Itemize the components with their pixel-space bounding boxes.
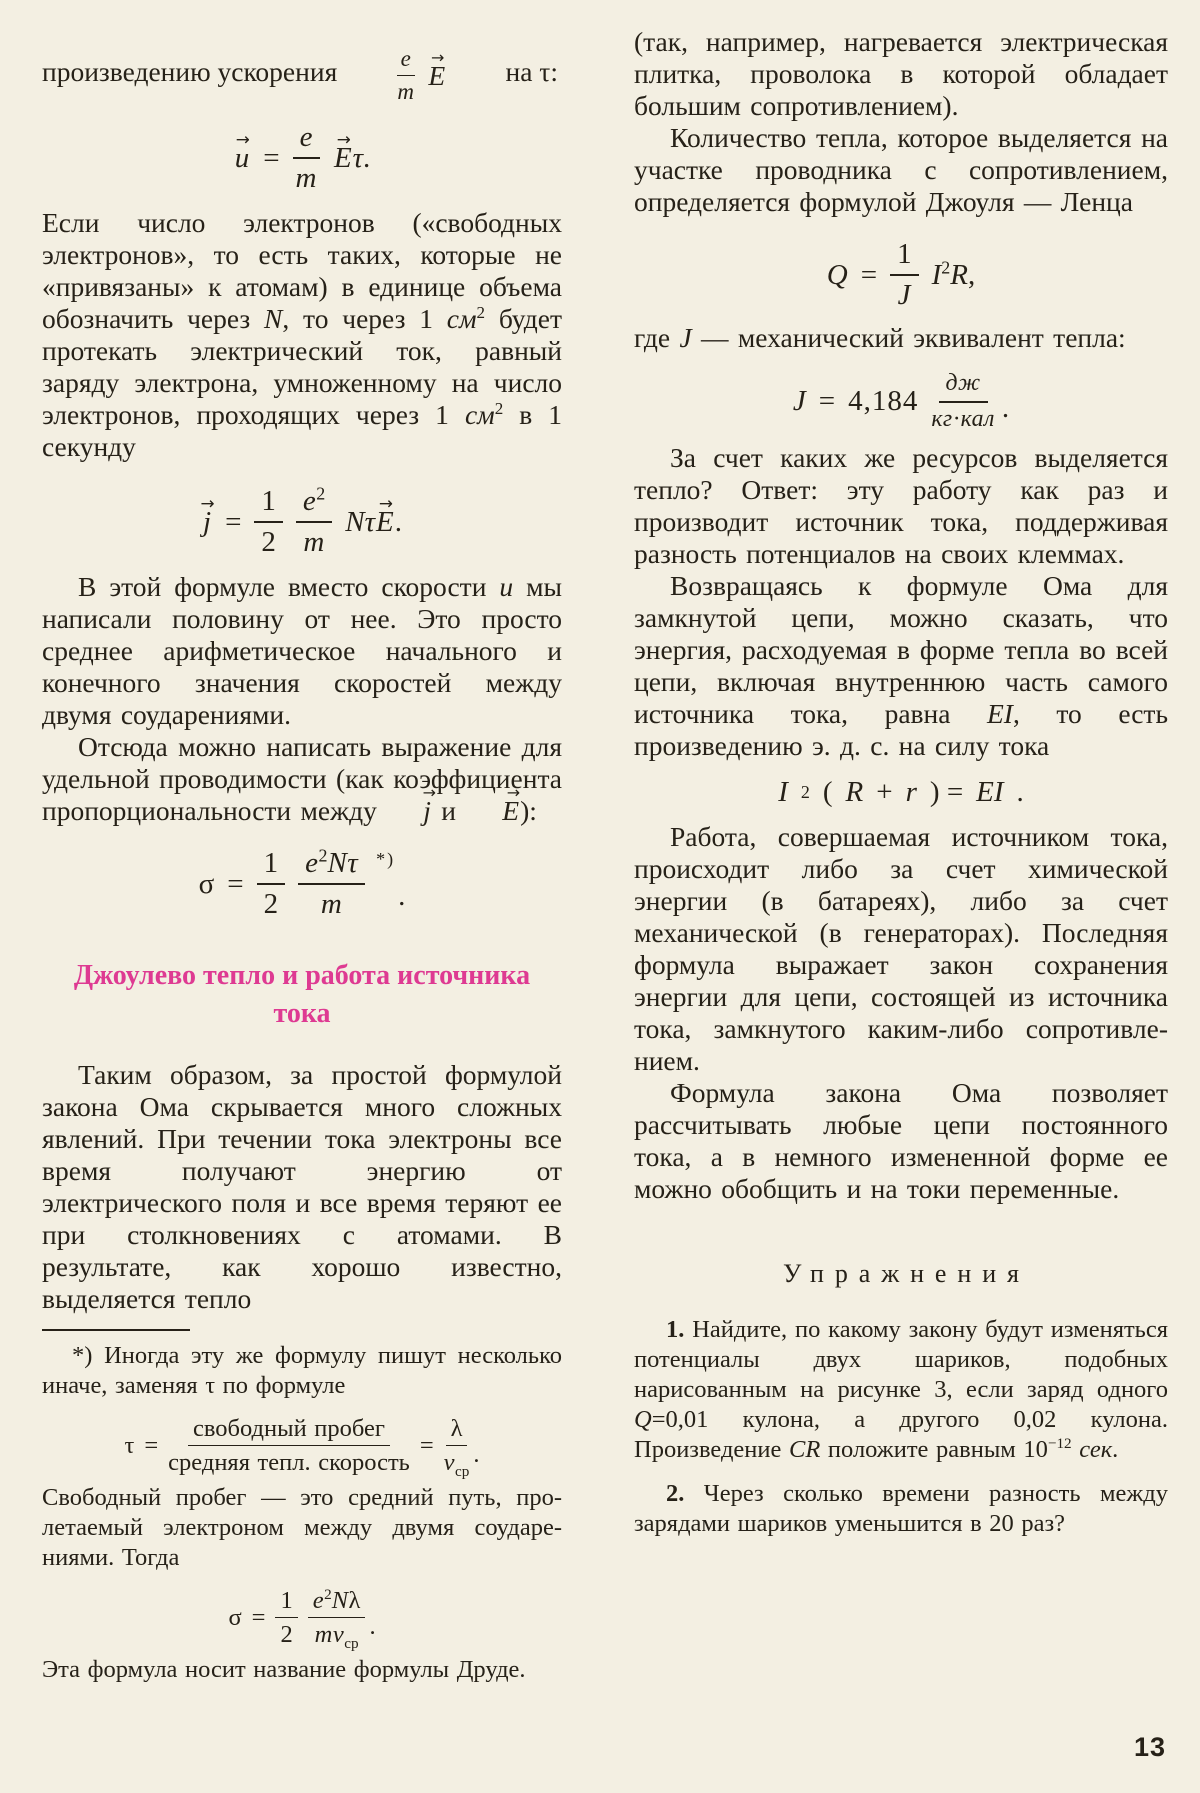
- footnote-outro: Эта формула носит название формулы Друде.: [42, 1655, 526, 1683]
- heading-line-1: Джоулево тепло и работа источника: [73, 959, 531, 991]
- exercises-heading: Упражнения: [782, 1258, 1030, 1288]
- formula-period: .: [398, 880, 406, 913]
- fraction-one-over-J: $\frac{1}{J}$: [890, 238, 919, 312]
- formula-period: .: [473, 1441, 480, 1469]
- formula-rhs: NτE →.: [345, 506, 402, 538]
- vector-E: E →: [427, 60, 446, 92]
- formula-lhs: Q: [826, 258, 848, 291]
- paragraph-closed-circuit: Возвращаясь к формуле Ома для замкнутой цепи, можно сказать, что энергия, расходуемая в форме тепла во всей цепи, включая внутреннюю часть самого источника тока, равна EI, то есть произведению э. д. с. на силу тока: [634, 570, 1168, 762]
- page-number: 13: [1133, 1732, 1166, 1762]
- fraction-lambda-over-v: $\frac{\lambda}{v_{ср}}$: [443, 1414, 470, 1481]
- footnote-marker: *): [376, 848, 396, 869]
- formula-energy-conservation: I 2 ( R + r ) = EI .: [778, 776, 1024, 809]
- formula-period: .: [369, 1613, 376, 1641]
- formula-lhs: j →: [202, 506, 212, 538]
- formula-drude: [42, 1579, 562, 1653]
- paragraph-source-work: Работа, совершаемая источником тока, происходит либо за счет химической энергии (в батареях), либо за счет механической (в генераторах). Последняя формула выражает закон сохранения энергии для цепи, состоящей из источника тока, замкнутого каким-либо сопротивлением.: [634, 820, 1168, 1076]
- formula-coefficient: 4,184: [848, 384, 919, 417]
- paragraph-conductivity: Отсюда можно написать выражение для удельной проводимости (как коэффициента пропорциональности между j → и E →):: [42, 731, 562, 827]
- equals-sign: =: [144, 1432, 159, 1460]
- paragraph-heat-source: За счет каких же ресурсов выделяется тепло? Ответ: эту работу как раз и производит источник тока, поддерживая разность потенциалов на своих клеммах.: [634, 442, 1168, 570]
- intro-equation-line: [42, 38, 562, 105]
- exercise-2: 2. Через сколько времени разность между зарядами шариков уменьшится в 20 раз?: [634, 1479, 1168, 1537]
- formula-j-value: [634, 360, 1168, 432]
- equals-sign: =: [225, 505, 242, 538]
- fraction-one-half: $\frac{1}{2}$: [275, 1587, 297, 1649]
- formula-conductivity: [42, 837, 562, 921]
- equals-sign: =: [263, 141, 280, 174]
- paragraph-joule-lenz: Количество тепла, которое выделяется на участке проводника с сопротивлением, определяется формулой Джоуля — Ленца: [634, 122, 1168, 217]
- paragraph-ohm-generalization: Формула закона Ома позволяет рассчитывать любые цепи постоянного тока, а в немного измененной форме ее можно обобщить и на токи переменные.: [634, 1076, 1168, 1204]
- footnote-divider: [42, 1329, 190, 1331]
- equals-sign: =: [860, 258, 878, 291]
- intro-pre-text: произведению ускорения: [42, 55, 338, 87]
- fraction-e2Ntau-over-m: $\frac{e^2N\tau}{m}$: [298, 847, 365, 921]
- formula-lhs: σ: [198, 867, 215, 900]
- fraction-e-over-m: $\frac{e}{m}$: [397, 46, 415, 104]
- formula-tau-free-path: [42, 1407, 562, 1481]
- intro-post-text: на τ:: [505, 55, 558, 87]
- paragraph-hotplate: (так, например, нагревается электрическая плитка, проволока в которой обладает большим сопротивлением).: [634, 26, 1168, 121]
- formula-lhs: τ: [124, 1432, 135, 1460]
- fraction-e2Nlambda-over-mv: $\frac{e^2N\lambda}{mv_{ср}}$: [308, 1587, 366, 1649]
- formula-joule-lenz: [634, 228, 1168, 312]
- formula-current-density: [42, 475, 562, 559]
- right-column: [634, 26, 1168, 1553]
- footnote-intro: *) Иногда эту же формулу пишут несколько иначе, заменяя τ по формуле: [42, 1341, 562, 1399]
- paragraph-free-electrons: Если число электронов («свободных электронов», то есть таких, которые не «привязаны» к атомам) в единице объема обозначить через N, то через 1 $см^2$ будет протекать электрический ток, равный заряду электрона, умноженному на число электронов, проходящих через 1 $см^2$ в 1 секунду: [42, 206, 563, 462]
- formula-rhs: $I^2R$,: [931, 257, 976, 291]
- paragraph-mechanical-equivalent: где J — механический эквивалент тепла:: [634, 321, 1126, 353]
- equals-sign: =: [227, 867, 244, 900]
- footnote-middle: Свободный пробег — это средний путь, пролетаемый электроном между двумя соударениями. Тогда: [42, 1483, 562, 1571]
- footnote-block: [42, 1341, 562, 1685]
- formula-rhs: E →τ.: [333, 142, 370, 174]
- fraction-e2-over-m: $\frac{e^2}{m}$: [296, 485, 332, 559]
- exercises-block: [634, 1315, 1168, 1539]
- fraction-one-half: $\frac{1}{2}$: [254, 485, 283, 559]
- formula-lhs: σ: [228, 1603, 242, 1631]
- formula-lhs: J: [792, 384, 806, 417]
- formula-lhs: u →: [234, 142, 251, 174]
- fraction-e-over-m: $\frac{e}{m}$: [293, 121, 320, 195]
- left-column: [42, 26, 562, 1685]
- fraction-one-half: $\frac{1}{2}$: [257, 847, 286, 921]
- fraction-joule-over-kgcal: $\frac{дж}{\text{кг·кал}}$: [931, 369, 995, 432]
- paragraph-average-speed: В этой формуле вместо скорости u мы написали половину от нее. Это просто среднее арифметическое начального и конечного значения скоростей между двумя соударениями.: [42, 570, 562, 730]
- equals-sign: =: [419, 1432, 434, 1460]
- section-heading-joule-heat: [42, 957, 562, 1033]
- fraction-free-path-over-speed: $\frac{\text{свободный пробег}}{\text{средняя тепл. скорость}}$: [168, 1414, 410, 1477]
- formula-period: .: [1001, 391, 1010, 424]
- formula-drift-velocity: [42, 111, 562, 195]
- intro-inline-math: [397, 38, 447, 105]
- paragraph-ohm-law-complexity: Таким образом, за простой формулой закона Ома скрывается много сложных явлений. При течении тока электроны все время получают энергию от электрического поля и все время теряют ее при столкновениях с атомами. В результате, как хорошо известно, выделяется тепло: [42, 1058, 562, 1314]
- heading-line-2: тока: [273, 997, 331, 1029]
- exercise-1: 1. Найдите, по какому закону будут изменяться потенциалы двух шариков, подобных нарисованным на рисунке 3, если заряд одного Q=0,01 кулона, а другого 0,02 кулона. Произведение CR положите равным $10^{-12}$ сек.: [634, 1315, 1168, 1463]
- equals-sign: =: [818, 384, 836, 417]
- equals-sign: =: [251, 1603, 266, 1631]
